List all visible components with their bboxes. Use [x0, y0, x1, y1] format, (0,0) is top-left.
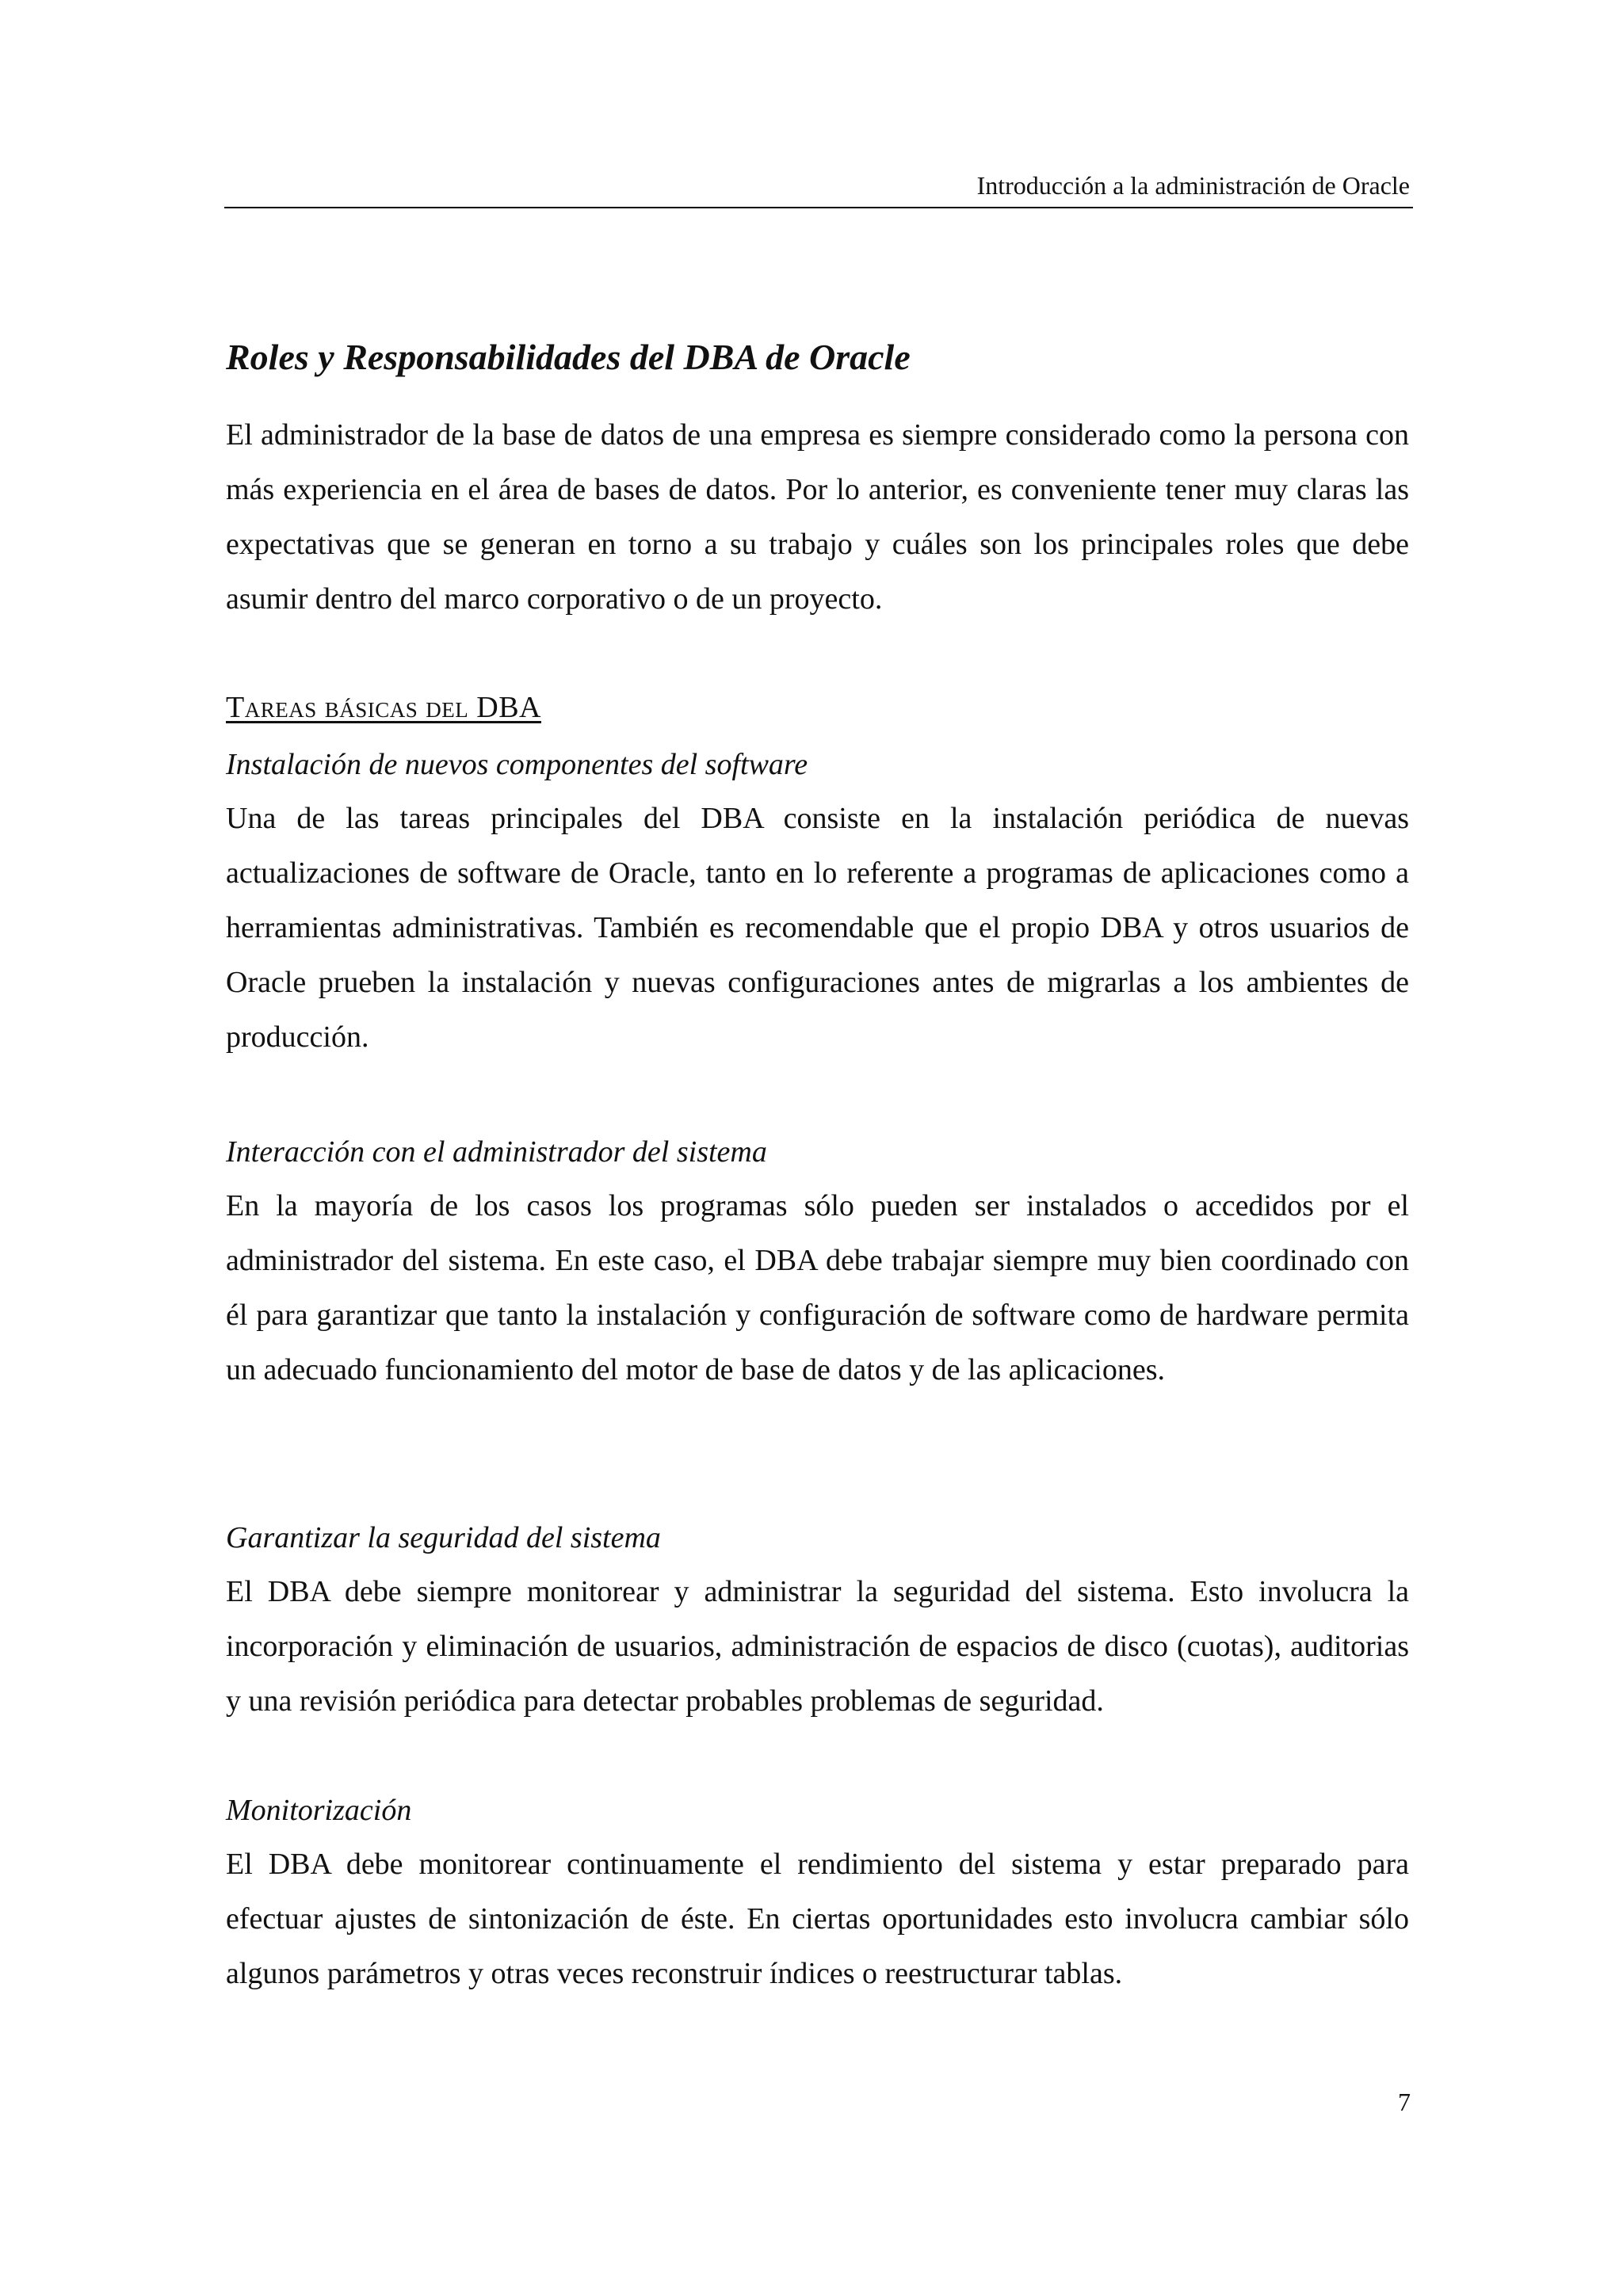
task-heading-sysadmin: Interacción con el administrador del sistema: [226, 1135, 767, 1169]
intro-paragraph: El administrador de la base de datos de una empresa es siempre considerado como la persona con más experiencia en el área de bases de datos. Por lo anterior, es conveniente tener muy claras las expectativas que se generan en torno a su trabajo y cuáles son los principales roles que debe asumir dentro del marco corporativo o de un proyecto.: [226, 418, 1409, 616]
task-body-sysadmin-block: [226, 1179, 1409, 1398]
task-heading-installation: Instalación de nuevos componentes del software: [226, 748, 808, 781]
task-heading-security: Garantizar la seguridad del sistema: [226, 1521, 661, 1554]
section-title: Roles y Responsabilidades del DBA de Oracle: [226, 337, 911, 377]
task-body-sysadmin: En la mayoría de los casos los programas sólo pueden ser instalados o accedidos por el administrador del sistema. En este caso, el DBA debe trabajar siempre muy bien coordinado con él para garantizar que tanto la instalación y configuración de software como de hardware permita un adecuado funcionamiento del motor de base de datos y de las aplicaciones.: [226, 1189, 1409, 1386]
task-heading-monitoring: Monitorización: [226, 1794, 412, 1827]
task-body-installation-block: [226, 791, 1409, 1065]
task-body-installation: Una de las tareas principales del DBA consiste en la instalación periódica de nuevas actualizaciones de software de Oracle, tanto en lo referente a programas de aplicaciones como a herramientas administrativas. También es recomendable que el propio DBA y otros usuarios de Oracle prueben la instalación y nuevas configuraciones antes de migrarlas a los ambientes de producción.: [226, 802, 1409, 1054]
task-body-monitoring-block: [226, 1837, 1409, 2001]
page-number: 7: [1398, 2088, 1411, 2116]
running-header: Introducción a la administración de Oracle: [976, 171, 1410, 200]
subsection-heading: Tareas básicas del DBA: [226, 691, 541, 724]
task-body-security: El DBA debe siempre monitorear y administrar la seguridad del sistema. Esto involucra la incorporación y eliminación de usuarios, administración de espacios de disco (cuotas), auditorias y una revisión periódica para detectar probables problemas de seguridad.: [226, 1575, 1409, 1718]
task-body-security-block: [226, 1565, 1409, 1729]
task-body-monitoring: El DBA debe monitorear continuamente el rendimiento del sistema y estar preparado para efectuar ajustes de sintonización de éste. En ciertas oportunidades esto involucra cambiar sólo algunos parámetros y otras veces reconstruir índices o reestructurar tablas.: [226, 1848, 1409, 1990]
intro-paragraph-block: [226, 408, 1409, 627]
header-rule: [224, 207, 1413, 208]
